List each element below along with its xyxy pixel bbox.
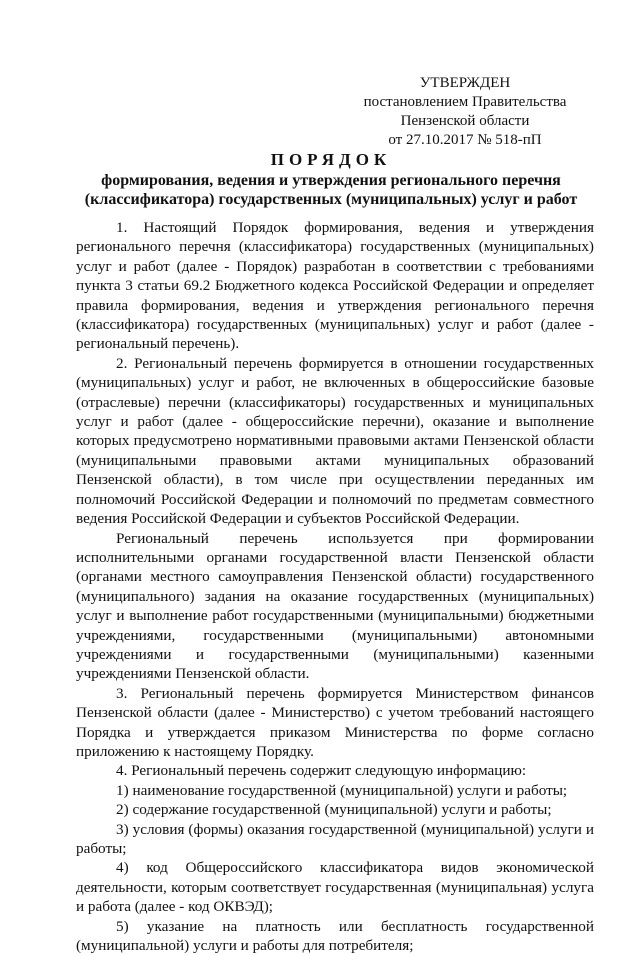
approval-line-region: Пензенской области — [400, 113, 530, 129]
list-item: 2) содержание государственной (муниципальной) услуги и работы; — [116, 801, 552, 819]
approval-line-approved: УТВЕРЖДЕН — [419, 75, 511, 91]
title-subtitle: формирования, ведения и утверждения регионального перечня (классификатора) государственных (муниципальных) услуг и работ — [84, 172, 578, 208]
paragraph: 2. Региональный перечень формируется в отношении государственных (муниципальных) услуг и работ, не включенных в общероссийские базовые (отраслевые) перечни (классификаторы) государственных и муниципальных услуг и работ (далее - общероссийские перечни), оказание и выполнение которых предусмотрено нормативными правовыми актами Пензенской области (муниципальными правовыми актами муниципальных образований Пензенской области), в том числе при осуществлении переданных им полномочий Российской Федерации и полномочий по предметам совместного ведения Российской Федерации и субъектов Российской Федерации. — [76, 354, 594, 528]
paragraph: Региональный перечень используется при формировании исполнительными органами государственной власти Пензенской области (органами местного самоуправления Пензенской области) государственного (муниципального) задания на оказание государственных (муниципальных) услуг и выполнение работ государственными (муниципальными) бюджетными учреждениями, государственными (муниципальными) автономными учреждениями и государственными (муниципальными) казенными учреждениями Пензенской области. — [76, 529, 594, 683]
title-heading: ПОРЯДОК — [270, 150, 392, 169]
paragraph: 1. Настоящий Порядок формирования, ведения и утверждения регионального перечня (классификатора) государственных (муниципальных) услуг и работ (далее - Порядок) разработан в соответствии с требованиями пункта 3 статьи 69.2 Бюджетного кодекса Российской Федерации и определяет правила формирования, ведения и утверждения регионального перечня (классификатора) государственных (муниципальных) услуг и работ (далее - региональный перечень). — [76, 219, 594, 353]
document-title — [76, 150, 586, 209]
approval-line-date-number: от 27.10.2017 № 518-пП — [388, 132, 542, 148]
approval-line-resolution: постановлением Правительства — [363, 94, 567, 110]
approval-stamp — [360, 74, 570, 150]
list-item: 1) наименование государственной (муниципальной) услуги и работы; — [116, 781, 568, 799]
list-item: 5) указание на платность или бесплатность государственной (муниципальной) услуги и работы для потребителя; — [76, 917, 594, 955]
document-body — [76, 218, 594, 955]
list-item: 4) код Общероссийского классификатора видов экономической деятельности, которым соответствует государственная (муниципальная) услуга и работа (далее - код ОКВЭД); — [76, 859, 594, 916]
paragraph: 3. Региональный перечень формируется Министерством финансов Пензенской области (далее - Министерство) с учетом требований настоящего Порядка и утверждается приказом Министерства по форме согласно приложению к настоящему Порядку. — [76, 684, 594, 760]
paragraph: 4. Региональный перечень содержит следующую информацию: — [116, 762, 527, 780]
list-item: 3) условия (формы) оказания государственной (муниципальной) услуги и работы; — [76, 820, 594, 857]
